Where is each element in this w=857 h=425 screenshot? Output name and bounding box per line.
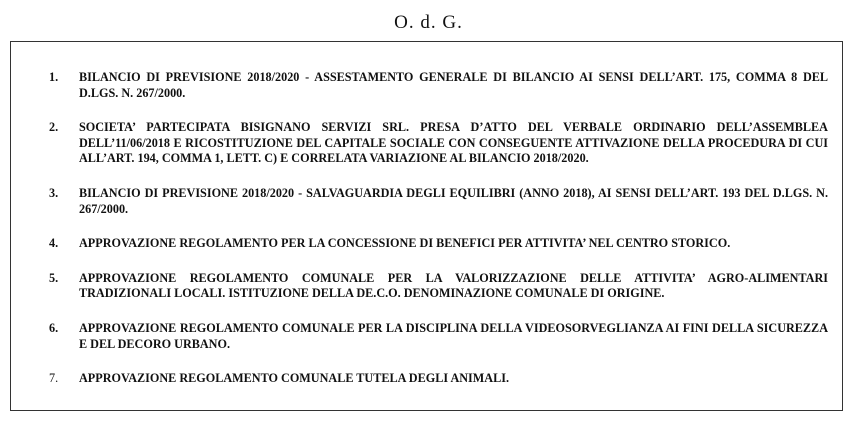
agenda-item-text: APPROVAZIONE REGOLAMENTO COMUNALE TUTELA DEGLI ANIMALI. <box>79 371 510 386</box>
document-title: O. d. G. <box>394 12 463 33</box>
agenda-list <box>11 70 842 406</box>
agenda-item-number: 7. <box>49 371 59 386</box>
agenda-item <box>11 70 842 101</box>
agenda-item-number: 5. <box>49 270 59 285</box>
agenda-item-number: 3. <box>49 185 59 200</box>
agenda-item-number: 4. <box>49 236 59 251</box>
agenda-item-text: APPROVAZIONE REGOLAMENTO COMUNALE PER LA VALORIZZAZIONE DELLE ATTIVITA’ AGRO-ALIMENTARI TRADIZIONALI LOCALI. ISTITUZIONE DELLA DE.C.O. DENOMINAZIONE COMUNALE DI ORIGINE. <box>79 270 828 301</box>
agenda-item-text: BILANCIO DI PREVISIONE 2018/2020 - ASSESTAMENTO GENERALE DI BILANCIO AI SENSI DELL’ART. 175, COMMA 8 DEL D.LGS. N. 267/2000. <box>79 70 828 100</box>
agenda-item-number: 6. <box>49 320 59 335</box>
agenda-item-text: SOCIETA’ PARTECIPATA BISIGNANO SERVIZI SRL. PRESA D’ATTO DEL VERBALE ORDINARIO DELL’ASSEMBLEA DELL’11/06/2018 E RICOSTITUZIONE DEL CAPITALE SOCIALE CON CONSEGUENTE ATTIVAZIONE DELLA PROCEDURA DI CUI ALL’ART. 194, COMMA 1, LETT. C) E CORRELATA VARIAZIONE AL BILANCIO 2018/2020. <box>79 120 828 166</box>
agenda-item <box>11 120 842 167</box>
agenda-item <box>11 271 842 302</box>
agenda-item-text: APPROVAZIONE REGOLAMENTO PER LA CONCESSIONE DI BENEFICI PER ATTIVITA’ NEL CENTRO STORICO. <box>79 236 731 251</box>
agenda-box <box>10 41 843 411</box>
agenda-item-text: APPROVAZIONE REGOLAMENTO COMUNALE PER LA DISCIPLINA DELLA VIDEOSORVEGLIANZA AI FINI DELLA SICUREZZA E DEL DECORO URBANO. <box>79 320 828 351</box>
agenda-item <box>11 236 842 252</box>
agenda-item <box>11 186 842 217</box>
agenda-item <box>11 321 842 352</box>
agenda-item-text: BILANCIO DI PREVISIONE 2018/2020 - SALVAGUARDIA DEGLI EQUILIBRI (ANNO 2018), AI SENSI DELL’ART. 193 DEL D.LGS. N. 267/2000. <box>79 185 828 216</box>
agenda-item <box>11 371 842 387</box>
agenda-item-number: 2. <box>49 120 59 135</box>
agenda-item-number: 1. <box>49 70 59 84</box>
